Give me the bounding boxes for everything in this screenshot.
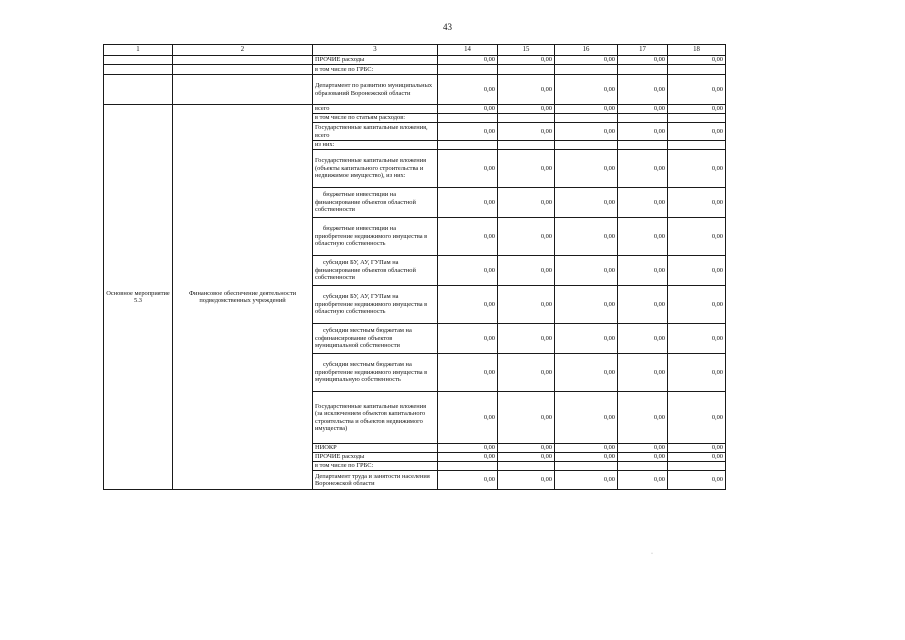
value-cell: 0,00 [668,444,726,453]
table-row [104,75,726,105]
value-cell: 0,00 [618,444,668,453]
table-row [104,56,726,65]
value-cell: 0,00 [438,150,498,188]
value-cell: 0,00 [498,218,555,256]
value-cell [438,141,498,150]
value-cell: 0,00 [498,188,555,218]
value-cell: 0,00 [618,56,668,65]
header-col-15: 15 [498,45,555,56]
value-cell [618,65,668,75]
value-cell: 0,00 [618,105,668,114]
value-cell: 0,00 [668,218,726,256]
row-label: субсидии местным бюджетам на софинансирование объектов муниципальной собственности [313,324,438,354]
header-col-18: 18 [668,45,726,56]
header-col-16: 16 [555,45,618,56]
value-cell: 0,00 [668,150,726,188]
value-cell: 0,00 [555,123,618,141]
value-cell [498,65,555,75]
value-cell: 0,00 [438,56,498,65]
value-cell: 0,00 [618,392,668,444]
value-cell: 0,00 [668,354,726,392]
empty-code-cell [104,75,173,105]
header-row [104,45,726,56]
value-cell: 0,00 [555,453,618,462]
value-cell: 0,00 [618,75,668,105]
value-cell: 0,00 [555,188,618,218]
value-cell: 0,00 [668,471,726,490]
header-col-2: 2 [173,45,313,56]
row-label: НИОКР [313,444,438,453]
value-cell: 0,00 [498,453,555,462]
row-label: в том числе по ГРБС: [313,462,438,471]
value-cell: 0,00 [555,256,618,286]
value-cell: 0,00 [668,188,726,218]
value-cell: 0,00 [438,444,498,453]
row-label: бюджетные инвестиции на финансирование объектов областной собственности [313,188,438,218]
value-cell: 0,00 [668,75,726,105]
value-cell: 0,00 [618,286,668,324]
value-cell [438,65,498,75]
scan-mark: · [651,551,653,557]
value-cell: 0,00 [438,218,498,256]
value-cell: 0,00 [555,286,618,324]
row-label: Государственные капитальные вложения (за исключением объектов капитального строительства и объектов недвижимого имущества) [313,392,438,444]
value-cell: 0,00 [498,256,555,286]
value-cell: 0,00 [668,56,726,65]
value-cell: 0,00 [668,123,726,141]
row-label: Департамент труда и занятости населения Воронежской области [313,471,438,490]
page-number: 43 [443,22,452,32]
value-cell: 0,00 [555,56,618,65]
value-cell: 0,00 [498,392,555,444]
value-cell: 0,00 [618,324,668,354]
value-cell: 0,00 [618,188,668,218]
row-label: в том числе по статьям расходов: [313,114,438,123]
value-cell [498,114,555,123]
value-cell: 0,00 [555,218,618,256]
row-label: субсидии местным бюджетам на приобретение недвижимого имущества в муниципальную собственность [313,354,438,392]
value-cell: 0,00 [498,354,555,392]
value-cell: 0,00 [438,453,498,462]
row-label: Департамент по развитию муниципальных образований Воронежской области [313,75,438,105]
activity-code: Основное мероприятие 5.3 [104,105,173,490]
value-cell: 0,00 [438,75,498,105]
header-col-1: 1 [104,45,173,56]
value-cell: 0,00 [438,105,498,114]
value-cell: 0,00 [618,453,668,462]
empty-code-cell [104,65,173,75]
value-cell: 0,00 [498,471,555,490]
activity-name: Финансовое обеспечение деятельности подведомственных учреждений [173,105,313,490]
value-cell: 0,00 [668,324,726,354]
row-label: субсидии БУ, АУ, ГУПам на приобретение недвижимого имущества в областную собственность [313,286,438,324]
value-cell: 0,00 [438,392,498,444]
row-label: ПРОЧИЕ расходы [313,56,438,65]
value-cell [668,462,726,471]
value-cell [438,114,498,123]
value-cell: 0,00 [438,471,498,490]
value-cell [668,65,726,75]
value-cell: 0,00 [498,56,555,65]
value-cell: 0,00 [618,354,668,392]
value-cell [668,114,726,123]
value-cell: 0,00 [438,286,498,324]
value-cell: 0,00 [438,324,498,354]
value-cell: 0,00 [618,123,668,141]
empty-name-cell [173,65,313,75]
value-cell: 0,00 [438,123,498,141]
value-cell: 0,00 [438,188,498,218]
value-cell: 0,00 [498,75,555,105]
row-label: в том числе по ГРБС: [313,65,438,75]
value-cell: 0,00 [555,471,618,490]
value-cell: 0,00 [555,354,618,392]
value-cell: 0,00 [555,75,618,105]
value-cell: 0,00 [438,256,498,286]
value-cell [555,462,618,471]
value-cell [668,141,726,150]
value-cell: 0,00 [555,105,618,114]
value-cell: 0,00 [618,150,668,188]
value-cell [555,65,618,75]
budget-table [103,44,726,490]
header-col-14: 14 [438,45,498,56]
value-cell: 0,00 [668,453,726,462]
value-cell [618,114,668,123]
row-label: Государственные капитальные вложения, всего [313,123,438,141]
table-row [104,65,726,75]
row-label: бюджетные инвестиции на приобретение недвижимого имущества в областную собственность [313,218,438,256]
table-row [104,105,726,114]
empty-name-cell [173,75,313,105]
table-body [104,45,726,490]
value-cell [618,141,668,150]
row-label: субсидии БУ, АУ, ГУПам на финансирование объектов областной собственности [313,256,438,286]
value-cell: 0,00 [498,324,555,354]
value-cell: 0,00 [555,324,618,354]
header-col-3: 3 [313,45,438,56]
value-cell: 0,00 [668,286,726,324]
value-cell: 0,00 [668,256,726,286]
value-cell [618,462,668,471]
value-cell: 0,00 [668,105,726,114]
empty-code-cell [104,56,173,65]
row-label: всего [313,105,438,114]
value-cell: 0,00 [555,150,618,188]
value-cell: 0,00 [498,286,555,324]
value-cell [555,141,618,150]
value-cell: 0,00 [498,123,555,141]
value-cell [438,462,498,471]
value-cell [498,462,555,471]
value-cell: 0,00 [618,256,668,286]
header-col-17: 17 [618,45,668,56]
value-cell [555,114,618,123]
value-cell: 0,00 [555,444,618,453]
value-cell [498,141,555,150]
row-label: ПРОЧИЕ расходы [313,453,438,462]
value-cell: 0,00 [438,354,498,392]
value-cell: 0,00 [498,105,555,114]
value-cell: 0,00 [618,471,668,490]
empty-name-cell [173,56,313,65]
row-label: Государственные капитальные вложения (объекты капитального строительства и недвижимое имущество), из них: [313,150,438,188]
row-label: из них: [313,141,438,150]
value-cell: 0,00 [498,444,555,453]
value-cell: 0,00 [618,218,668,256]
value-cell: 0,00 [668,392,726,444]
value-cell: 0,00 [498,150,555,188]
value-cell: 0,00 [555,392,618,444]
